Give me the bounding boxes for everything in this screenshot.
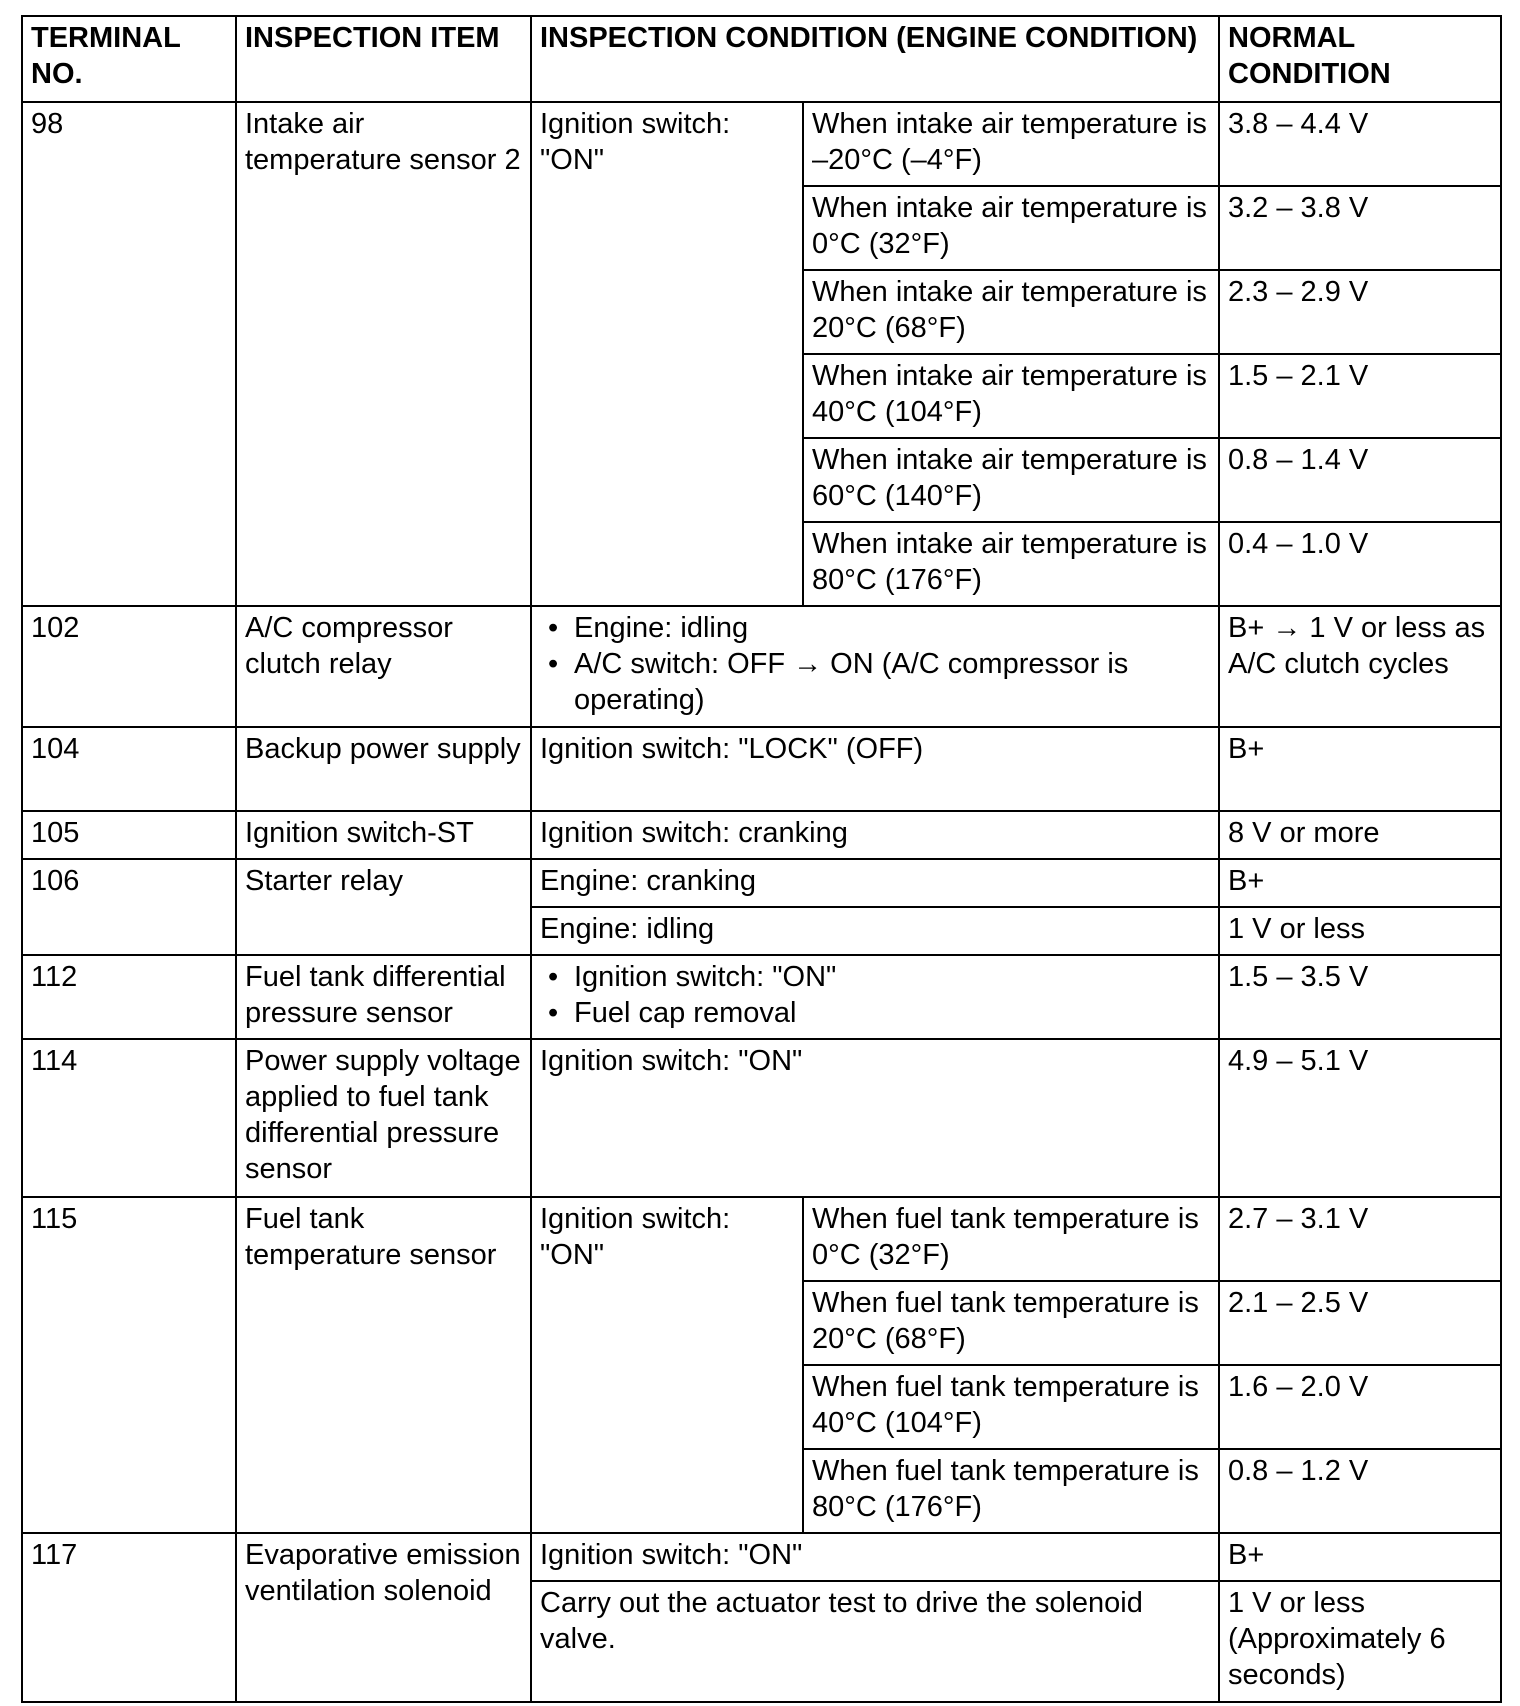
sub-condition-cell: When intake air temperature is 0°C (32°F) [803, 186, 1219, 270]
inspection-item-cell: Fuel tank temperature sensor [236, 1197, 531, 1533]
sub-condition-cell: When fuel tank temperature is 20°C (68°F) [803, 1281, 1219, 1365]
sub-condition-cell: When fuel tank temperature is 0°C (32°F) [803, 1197, 1219, 1281]
normal-condition-cell: B+ [1219, 859, 1501, 907]
inspection-item-cell: Evaporative emission ventilation solenoid [236, 1533, 531, 1702]
sub-condition-cell: When intake air temperature is 40°C (104°F) [803, 354, 1219, 438]
normal-condition-cell: 4.9 – 5.1 V [1219, 1039, 1501, 1197]
normal-condition-cell: 1 V or less (Approximately 6 seconds) [1219, 1581, 1501, 1702]
inspection-table [21, 15, 1502, 1703]
inspection-item-cell: Power supply voltage applied to fuel tank differential pressure sensor [236, 1039, 531, 1197]
header-normal-condition: NORMAL CONDITION [1219, 16, 1501, 102]
inspection-item-cell: Ignition switch-ST [236, 811, 531, 859]
condition-cell: Ignition switch: "ON" [531, 102, 803, 606]
table-row [22, 1197, 1501, 1281]
bullet-item: • A/C switch: OFF → ON (A/C compressor is operating) [540, 646, 1210, 718]
terminal-cell: 115 [22, 1197, 236, 1533]
inspection-item-cell: Backup power supply [236, 727, 531, 811]
table-row [22, 1039, 1501, 1197]
sub-condition-cell: When intake air temperature is 80°C (176°F) [803, 522, 1219, 606]
normal-condition-cell: 0.8 – 1.4 V [1219, 438, 1501, 522]
condition-cell: Carry out the actuator test to drive the solenoid valve. [531, 1581, 1219, 1702]
inspection-item-cell: A/C compressor clutch relay [236, 606, 531, 727]
table-row [22, 859, 1501, 907]
normal-condition-cell: 1.5 – 3.5 V [1219, 955, 1501, 1039]
inspection-item-cell: Starter relay [236, 859, 531, 955]
sub-condition-cell: When fuel tank temperature is 40°C (104°F) [803, 1365, 1219, 1449]
normal-condition-cell: 3.8 – 4.4 V [1219, 102, 1501, 186]
header-terminal: TERMINAL NO. [22, 16, 236, 102]
normal-condition-cell: 2.3 – 2.9 V [1219, 270, 1501, 354]
condition-cell: Ignition switch: "LOCK" (OFF) [531, 727, 1219, 811]
condition-bullet-list [540, 610, 1210, 718]
condition-bullet-list [540, 959, 1210, 1031]
normal-condition-cell: 2.1 – 2.5 V [1219, 1281, 1501, 1365]
sub-condition-cell: When fuel tank temperature is 80°C (176°F) [803, 1449, 1219, 1533]
condition-cell: Ignition switch: "ON" [531, 1533, 1219, 1581]
normal-condition-cell: B+ [1219, 727, 1501, 811]
condition-cell: Ignition switch: cranking [531, 811, 1219, 859]
terminal-cell: 106 [22, 859, 236, 955]
sub-condition-cell: When intake air temperature is 60°C (140°F) [803, 438, 1219, 522]
condition-cell: Engine: idling [531, 907, 1219, 955]
bullet-item: • Ignition switch: "ON" [540, 959, 1210, 995]
condition-cell: Ignition switch: "ON" [531, 1039, 1219, 1197]
condition-cell: Ignition switch: "ON" [531, 1197, 803, 1533]
header-inspection-item: INSPECTION ITEM [236, 16, 531, 102]
terminal-cell: 104 [22, 727, 236, 811]
condition-cell [531, 606, 1219, 727]
terminal-cell: 98 [22, 102, 236, 606]
normal-condition-cell: 1.5 – 2.1 V [1219, 354, 1501, 438]
table-row [22, 606, 1501, 727]
bullet-item: • Engine: idling [540, 610, 1210, 646]
normal-condition-cell: 1.6 – 2.0 V [1219, 1365, 1501, 1449]
terminal-cell: 112 [22, 955, 236, 1039]
normal-condition-cell: 3.2 – 3.8 V [1219, 186, 1501, 270]
normal-condition-cell: 0.4 – 1.0 V [1219, 522, 1501, 606]
header-row [22, 16, 1501, 102]
terminal-cell: 102 [22, 606, 236, 727]
sub-condition-cell: When intake air temperature is –20°C (–4°F) [803, 102, 1219, 186]
sub-condition-cell: When intake air temperature is 20°C (68°F) [803, 270, 1219, 354]
header-inspection-condition: INSPECTION CONDITION (ENGINE CONDITION) [531, 16, 1219, 102]
condition-cell [531, 955, 1219, 1039]
normal-condition-cell: 8 V or more [1219, 811, 1501, 859]
normal-condition-cell: 0.8 – 1.2 V [1219, 1449, 1501, 1533]
bullet-item: • Fuel cap removal [540, 995, 1210, 1031]
table-row [22, 102, 1501, 186]
table-row [22, 811, 1501, 859]
normal-condition-cell: B+ [1219, 1533, 1501, 1581]
inspection-item-cell: Fuel tank differential pressure sensor [236, 955, 531, 1039]
condition-cell: Engine: cranking [531, 859, 1219, 907]
normal-condition-cell: 1 V or less [1219, 907, 1501, 955]
table-row [22, 727, 1501, 811]
normal-condition-cell: 2.7 – 3.1 V [1219, 1197, 1501, 1281]
table-row [22, 955, 1501, 1039]
inspection-item-cell: Intake air temperature sensor 2 [236, 102, 531, 606]
normal-condition-cell: B+ → 1 V or less as A/C clutch cycles [1219, 606, 1501, 727]
terminal-cell: 117 [22, 1533, 236, 1702]
terminal-cell: 105 [22, 811, 236, 859]
table-row [22, 1533, 1501, 1581]
terminal-cell: 114 [22, 1039, 236, 1197]
